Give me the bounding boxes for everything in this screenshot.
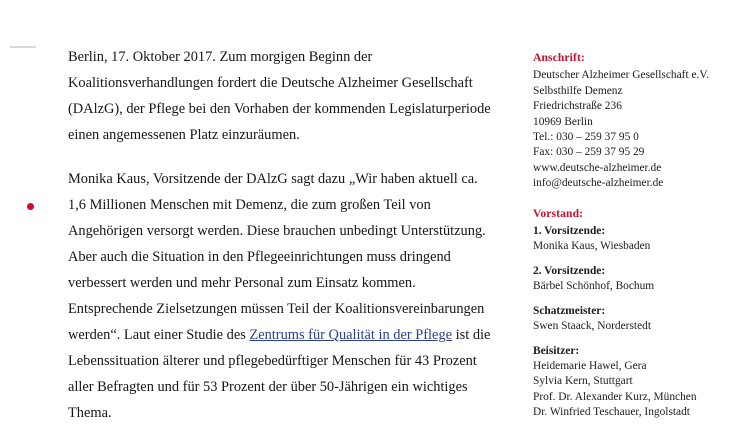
address-line: Selbsthilfe Demenz [533,84,623,97]
board-person: Swen Staack, Norderstedt [533,320,651,333]
address-heading: Anschrift: [533,51,585,64]
paragraph-1: Berlin, 17. Oktober 2017. Zum morgigen Beginn der Koalitionsverhandlungen fordert die Deutsche Alzheimer Gesellschaft (DAlzG), der Pflege bei den Vorhaben der kommenden Legislaturperiode einen angemessenen Platz einzuräumen. [68,49,491,143]
email-link[interactable]: info@deutsche-alzheimer.de [533,177,664,190]
zqp-study-link[interactable]: Zentrums für Qualität in der Pflege [249,327,453,343]
board-role: Schatzmeister: [533,304,606,317]
board-person: Prof. Dr. Alexander Kurz, München [533,390,697,403]
board-person: Monika Kaus, Wiesbaden [533,240,651,253]
paragraph-2 [68,166,498,426]
board-entry [533,224,733,255]
board-person: Dr. Winfried Teschauer, Ingolstadt [533,406,690,419]
paragraph-2-tail: ist die Lebenssituation älterer und pflegebedürftiger Menschen für 43 Prozent aller Befragten und für 53 Prozent der über 50-Jährigen ein wichtiges Thema. [68,327,491,421]
board-person: Sylvia Kern, Stuttgart [533,375,633,388]
address-block [533,50,733,192]
board-block [533,206,733,421]
board-role: 1. Vorsitzende: [533,225,606,238]
address-line: Deutscher Alzheimer Gesellschaft e.V. [533,69,709,82]
board-heading: Vorstand: [533,206,584,220]
board-person: Heidemarie Hawel, Gera [533,359,647,372]
margin-bullet-decoration [27,203,34,210]
board-entry [533,304,733,335]
margin-rule-decoration [10,46,36,48]
board-entry [533,264,733,295]
main-text-column [68,44,498,426]
board-role: Beisitzer: [533,344,580,357]
paragraph-2-lead: Monika Kaus, Vorsitzende der DAlzG sagt dazu „Wir haben aktuell ca. 1,6 Millionen Menschen mit Demenz, die zum großen Teil von Angehörigen versorgt werden. Diese brauchen unbedingt Unterstützung. Aber auch die Situation in den Pflegeeinrichtungen muss dringend verbessert werden und mehr Personal zum Einsatz kommen. Entsprechende Zielsetzungen müssen Teil der Koalitionsvereinbarungen werden“. Laut einer Studie des [68,171,486,343]
board-role: 2. Vorsitzende: [533,264,606,277]
board-entry-assessors [533,344,733,421]
website-link[interactable]: www.deutsche-alzheimer.de [533,161,662,174]
address-line: 10969 Berlin [533,115,593,128]
fax-line: Fax: 030 – 259 37 95 29 [533,146,645,159]
address-line: Friedrichstraße 236 [533,100,622,113]
phone-line: Tel.: 030 – 259 37 95 0 [533,131,639,144]
board-person: Bärbel Schönhof, Bochum [533,280,655,293]
sidebar-contact-panel [533,50,733,435]
